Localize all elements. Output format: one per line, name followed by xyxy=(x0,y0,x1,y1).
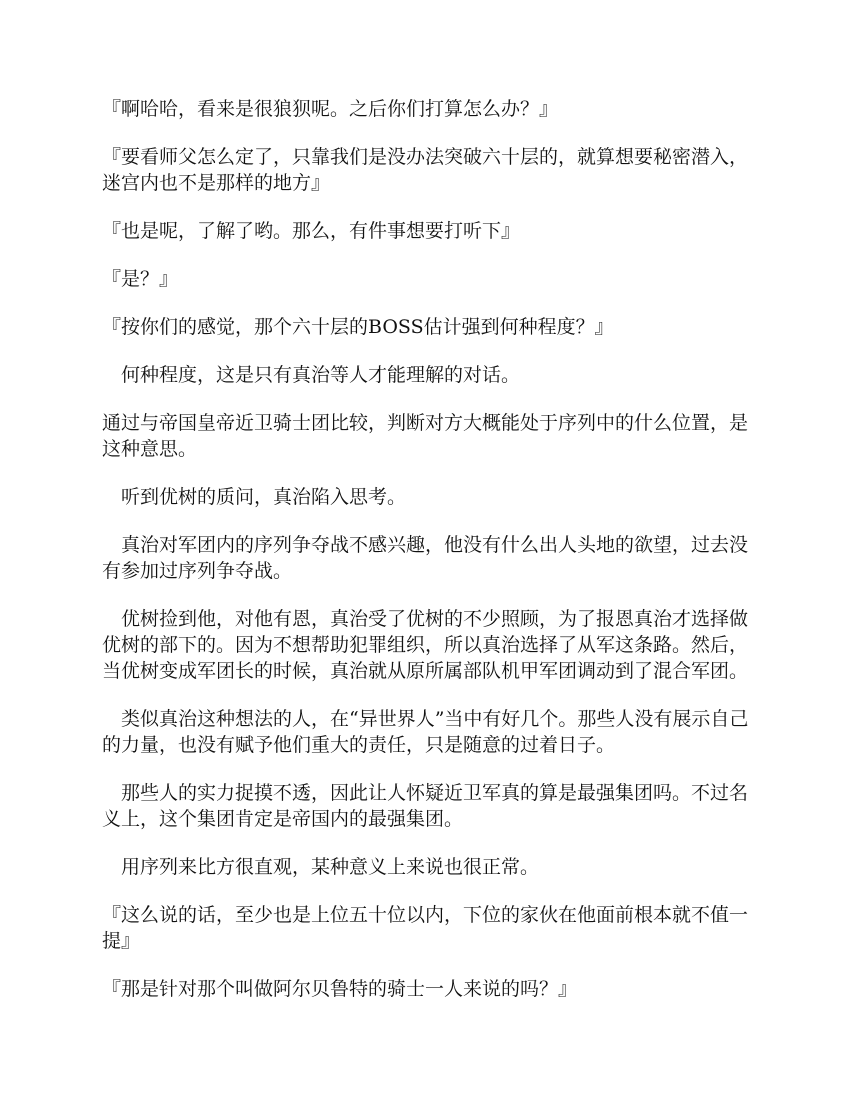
dialogue-paragraph: 『要看师父怎么定了，只靠我们是没办法突破六十层的，就算想要秘密潜入，迷宫内也不是那样的地方』 xyxy=(102,146,749,194)
dialogue-paragraph: 『按你们的感觉，那个六十层的BOSS估计强到何种程度？』 xyxy=(102,316,614,338)
narration-paragraph: 用序列来比方很直观，某种意义上来说也很正常。 xyxy=(121,856,540,878)
narration-paragraph: 类似真治这种想法的人，在“异世界人”当中有好几个。那些人没有展示自己的力量，也没有赋予他们重大的责任，只是随意的过着日子。 xyxy=(102,708,749,756)
dialogue-paragraph: 『是？』 xyxy=(102,268,179,290)
narration-paragraph: 何种程度，这是只有真治等人才能理解的对话。 xyxy=(121,364,521,386)
narration-paragraph: 那些人的实力捉摸不透，因此让人怀疑近卫军真的算是最强集团吗。不过名义上，这个集团肯定是帝国内的最强集团。 xyxy=(102,782,749,830)
narration-paragraph: 听到优树的质问，真治陷入思考。 xyxy=(121,486,407,508)
dialogue-paragraph: 『那是针对那个叫做阿尔贝鲁特的骑士一人来说的吗？』 xyxy=(102,978,578,1000)
dialogue-paragraph: 『啊哈哈，看来是很狼狈呢。之后你们打算怎么办？』 xyxy=(102,98,559,120)
narration-paragraph: 通过与帝国皇帝近卫骑士团比较，判断对方大概能处于序列中的什么位置，是这种意思。 xyxy=(102,412,749,460)
narration-paragraph: 优树捡到他，对他有恩，真治受了优树的不少照顾，为了报恩真治才选择做优树的部下的。因为不想帮助犯罪组织，所以真治选择了从军这条路。然后，当优树变成军团长的时候，真治就从原所属部队机甲军团调动到了混合军团。 xyxy=(102,608,749,682)
narration-paragraph: 真治对军团内的序列争夺战不感兴趣，他没有什么出人头地的欲望，过去没有参加过序列争夺战。 xyxy=(102,534,749,582)
dialogue-paragraph: 『这么说的话，至少也是上位五十位以内，下位的家伙在他面前根本就不值一提』 xyxy=(102,904,749,952)
dialogue-paragraph: 『也是呢，了解了哟。那么，有件事想要打听下』 xyxy=(102,220,521,242)
document-body xyxy=(102,96,752,1024)
